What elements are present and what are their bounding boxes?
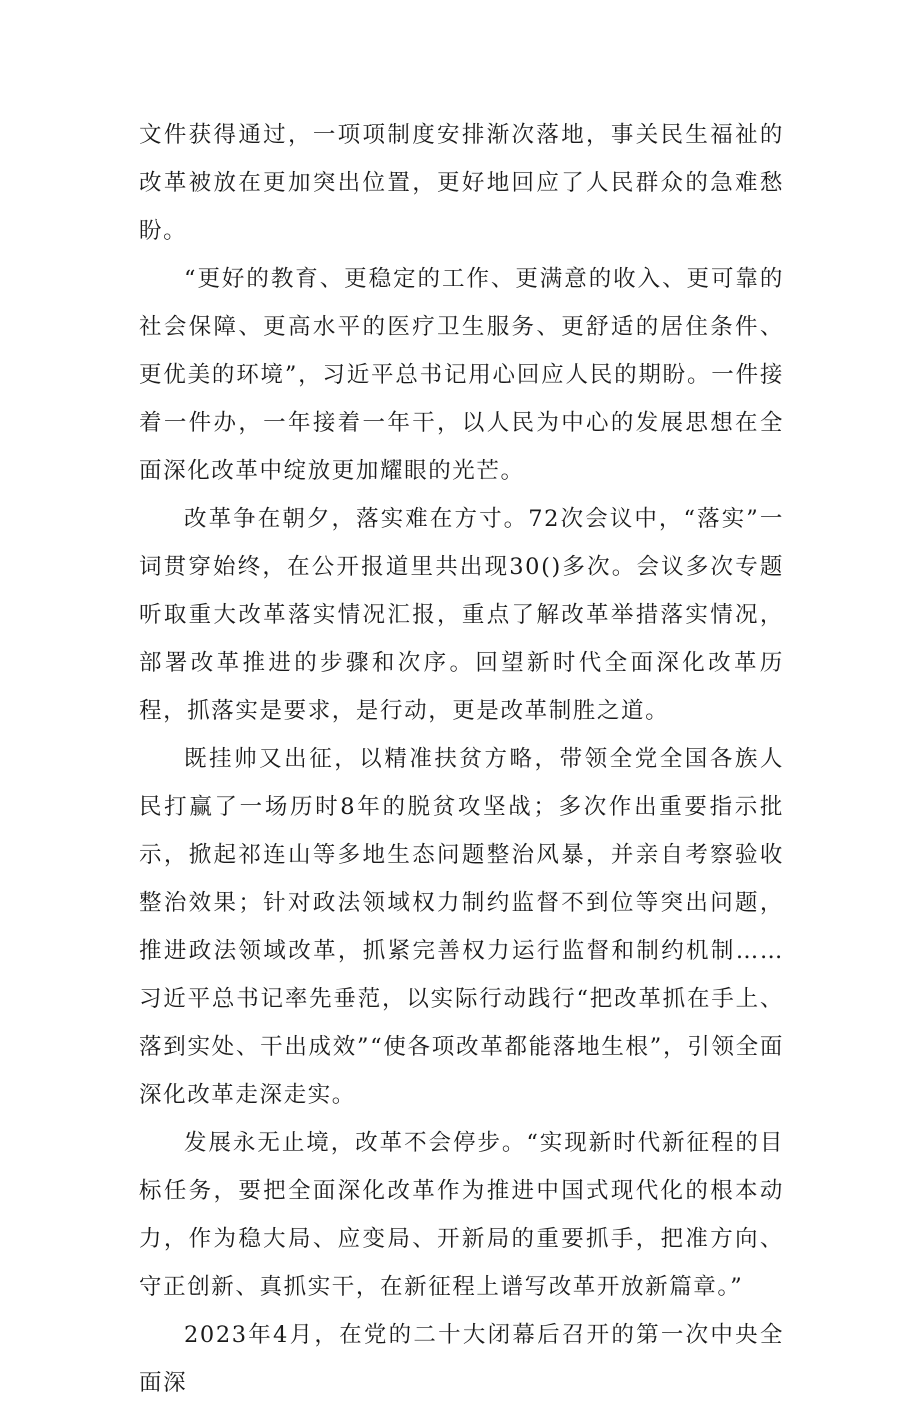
paragraph-3: 改革争在朝夕，落实难在方寸。72次会议中，“落实”一词贯穿始终，在公开报道里共出现30()多次。会议多次专题听取重大改革落实情况汇报，重点了解改革举措落实情况，部署改革推进的步骤和次序。回望新时代全面深化改革历程，抓落实是要求，是行动，更是改革制胜之道。 xyxy=(139,506,784,724)
paragraph-6: 2023年4月，在党的二十大闭幕后召开的第一次中央全面深 xyxy=(139,1322,784,1396)
paragraph-2: “更好的教育、更稳定的工作、更满意的收入、更可靠的社会保障、更高水平的医疗卫生服务、更舒适的居住条件、更优美的环境”，习近平总书记用心回应人民的期盼。一件接着一件办，一年接着一年干，以人民为中心的发展思想在全面深化改革中绽放更加耀眼的光芒。 xyxy=(139,266,784,484)
paragraph-5: 发展永无止境，改革不会停步。“实现新时代新征程的目标任务，要把全面深化改革作为推进中国式现代化的根本动力，作为稳大局、应变局、开新局的重要抓手，把准方向、守正创新、真抓实干，在新征程上谱写改革开放新篇章。” xyxy=(139,1130,784,1300)
document-page xyxy=(139,111,784,1407)
paragraph-1: 文件获得通过，一项项制度安排渐次落地，事关民生福祉的改革被放在更加突出位置，更好地回应了人民群众的急难愁盼。 xyxy=(139,122,784,244)
paragraph-4: 既挂帅又出征，以精准扶贫方略，带领全党全国各族人民打赢了一场历时8年的脱贫攻坚战；多次作出重要指示批示，掀起祁连山等多地生态问题整治风暴，并亲自考察验收整治效果；针对政法领域权力制约监督不到位等突出问题，推进政法领域改革，抓紧完善权力运行监督和制约机制……习近平总书记率先垂范，以实际行动践行“把改革抓在手上、落到实处、干出成效”“使各项改革都能落地生根”，引领全面深化改革走深走实。 xyxy=(139,746,784,1108)
